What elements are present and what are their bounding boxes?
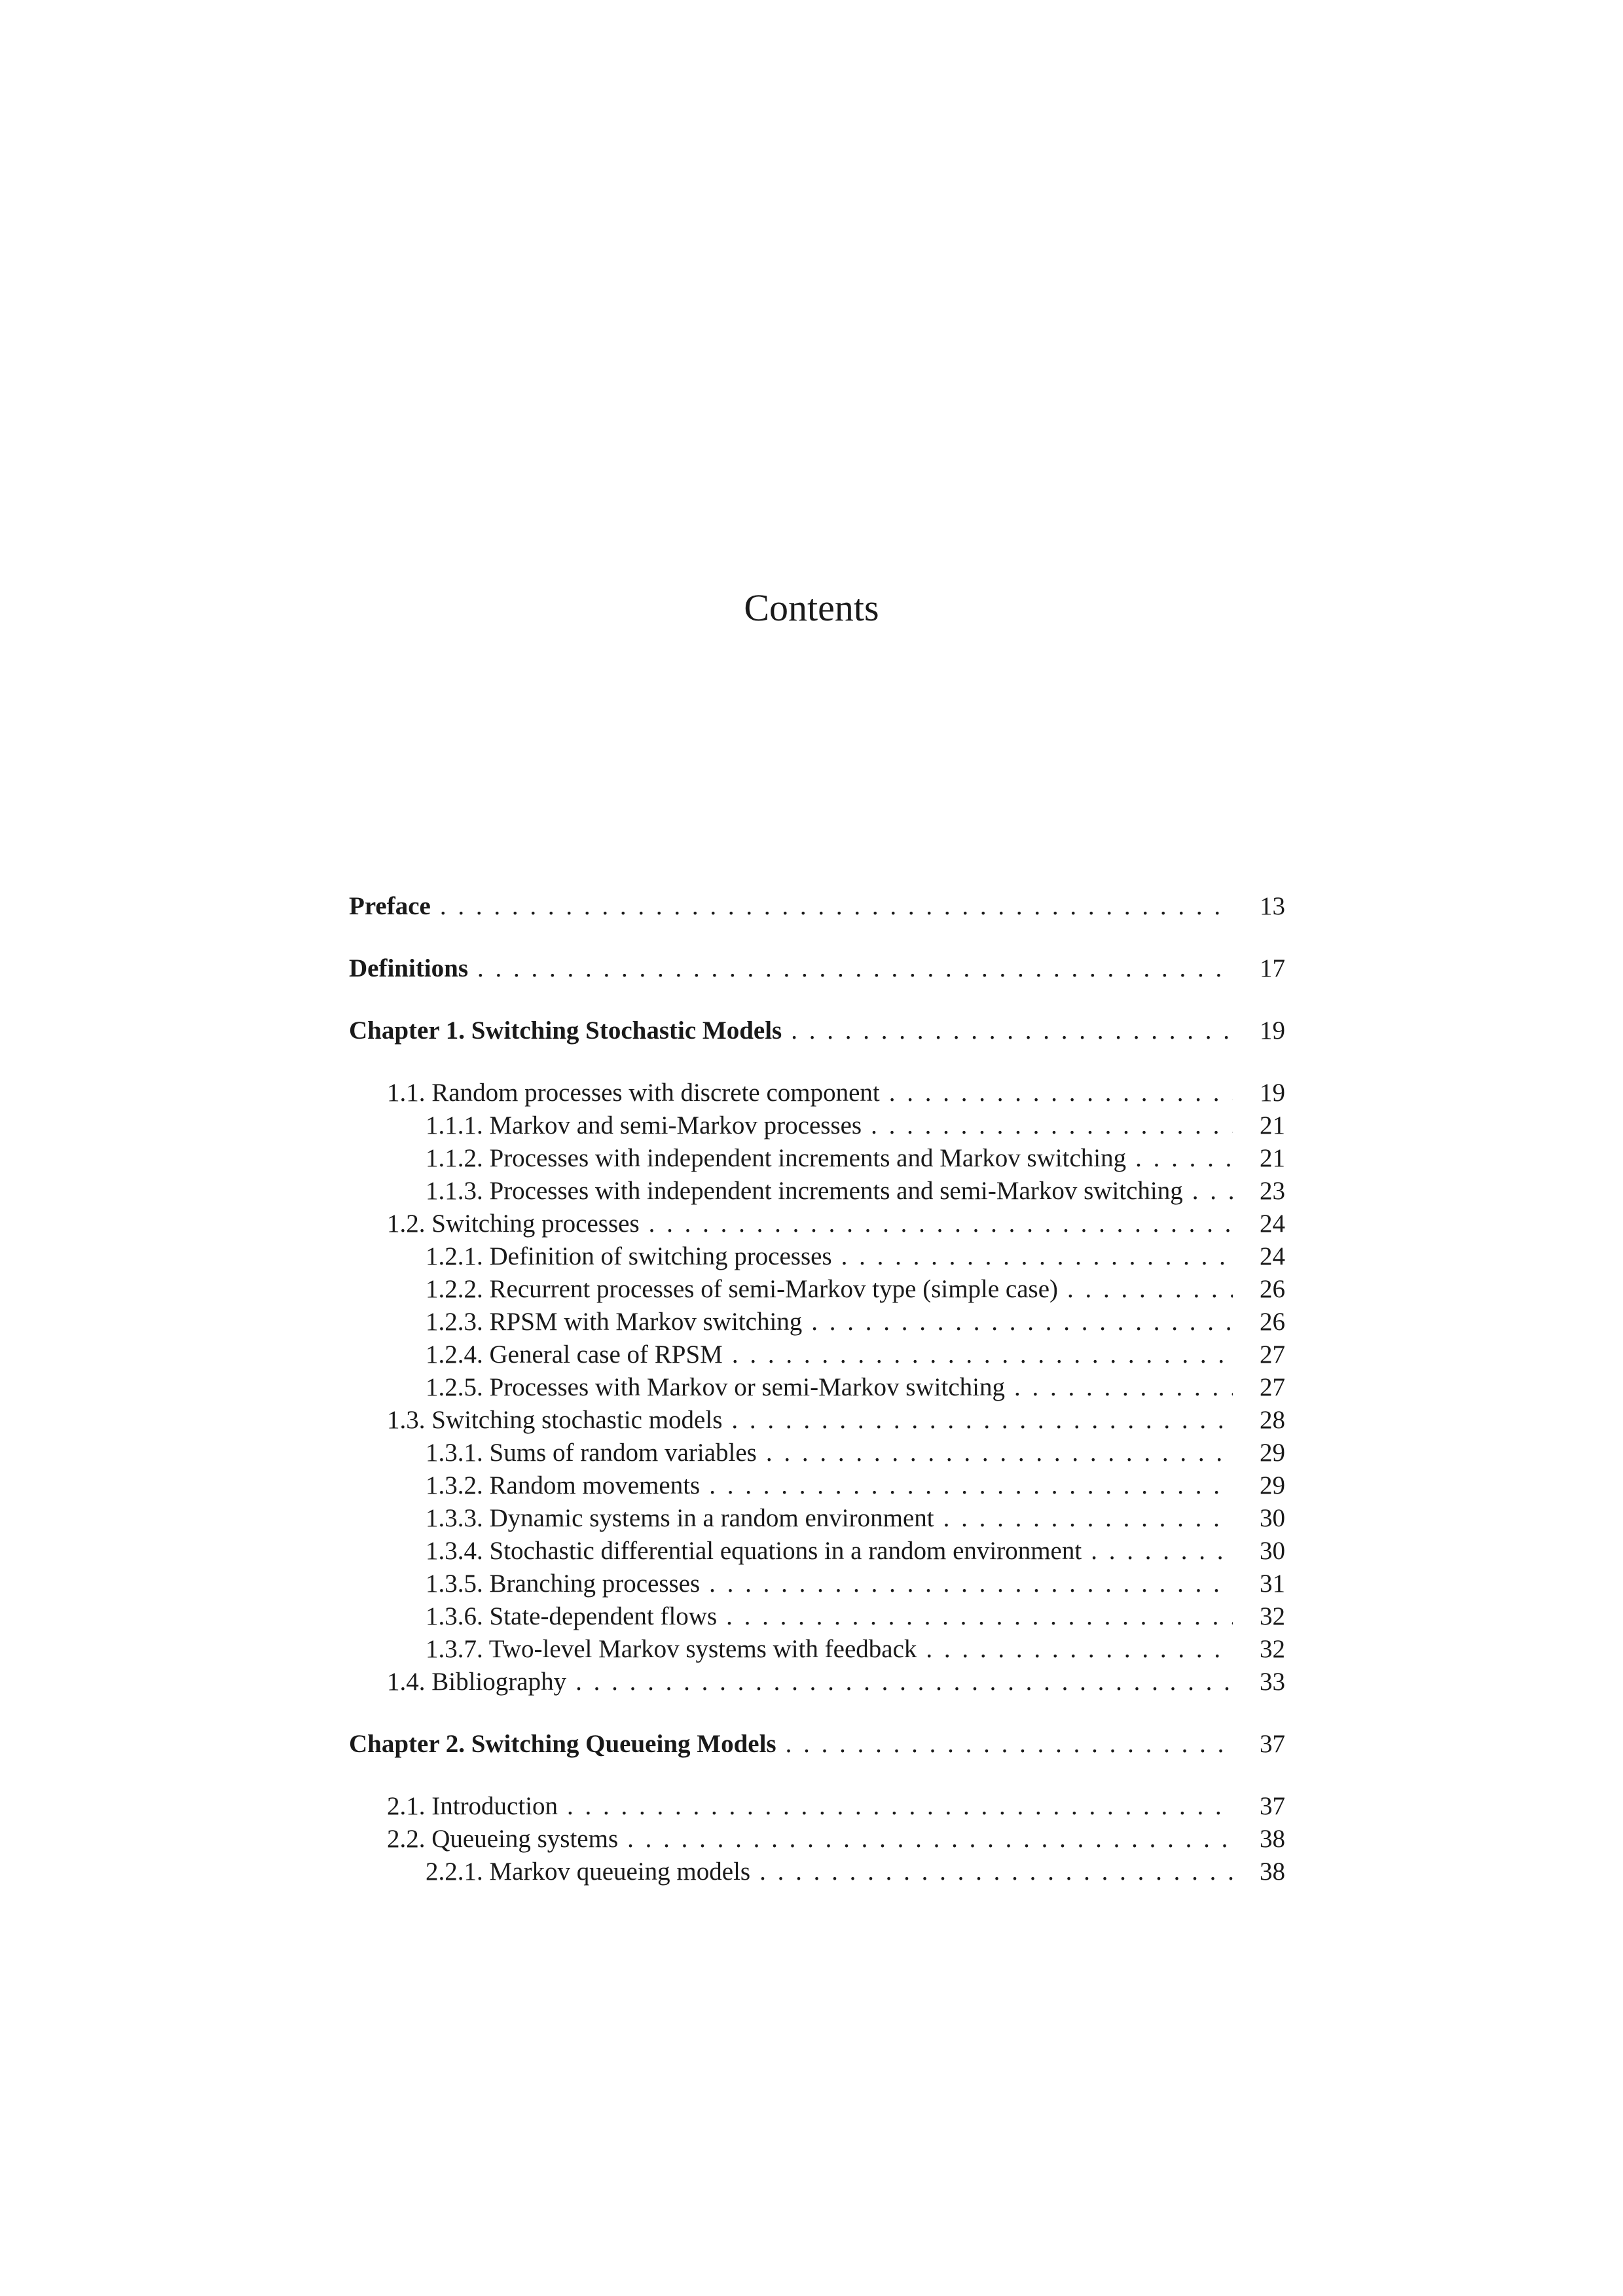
toc-entry-title: 1.2.2. Recurrent processes of semi-Markov type (simple case) bbox=[426, 1275, 1059, 1303]
toc-entry-title: 1.1.1. Markov and semi-Markov processes bbox=[426, 1111, 862, 1139]
toc-page-number: 27 bbox=[1260, 1373, 1285, 1401]
toc-entry-title: 1.4. Bibliography bbox=[387, 1668, 567, 1696]
toc-entry-title: 2.2. Queueing systems bbox=[387, 1825, 619, 1853]
toc-page-number: 26 bbox=[1260, 1308, 1285, 1336]
toc-entry-title: 1.3.1. Sums of random variables bbox=[426, 1439, 757, 1467]
page-title: Contents bbox=[744, 586, 879, 629]
toc-page-number: 17 bbox=[1260, 954, 1285, 982]
toc-dot-leader bbox=[731, 1404, 1233, 1437]
toc-chapter-entry[interactable] bbox=[349, 1728, 1285, 1761]
toc-entry-title: 2.2.1. Markov queueing models bbox=[426, 1857, 751, 1886]
toc-entry-title: 1.1. Random processes with discrete component bbox=[387, 1079, 880, 1107]
toc-subsection-entry[interactable] bbox=[349, 1175, 1285, 1208]
toc-subsection-entry[interactable] bbox=[349, 1535, 1285, 1568]
toc-chapter-entry[interactable] bbox=[349, 890, 1285, 923]
toc-page-number: 21 bbox=[1260, 1144, 1285, 1172]
toc-dot-leader bbox=[726, 1600, 1233, 1633]
toc-dot-leader bbox=[1192, 1175, 1233, 1208]
toc-page-number: 37 bbox=[1260, 1792, 1285, 1820]
toc-page-number: 37 bbox=[1260, 1730, 1285, 1758]
toc-entry-title: 1.3.2. Random movements bbox=[426, 1471, 701, 1499]
toc-page-number: 24 bbox=[1260, 1242, 1285, 1270]
toc-dot-leader bbox=[759, 1856, 1233, 1888]
toc-dot-leader bbox=[841, 1240, 1233, 1273]
toc-dot-leader bbox=[709, 1469, 1233, 1502]
toc-section-entry[interactable] bbox=[349, 1077, 1285, 1109]
toc-subsection-entry[interactable] bbox=[349, 1240, 1285, 1273]
toc-dot-leader bbox=[943, 1502, 1233, 1535]
toc-dot-leader bbox=[575, 1666, 1233, 1698]
toc-subsection-entry[interactable] bbox=[349, 1142, 1285, 1175]
toc-entry-title: Definitions bbox=[349, 954, 469, 982]
toc-dot-leader bbox=[627, 1823, 1233, 1856]
toc-entry-title: 1.2.5. Processes with Markov or semi-Markov switching bbox=[426, 1373, 1005, 1401]
toc-subsection-entry[interactable] bbox=[349, 1109, 1285, 1142]
toc-dot-leader bbox=[791, 1014, 1233, 1047]
toc-subsection-entry[interactable] bbox=[349, 1600, 1285, 1633]
toc-subsection-entry[interactable] bbox=[349, 1568, 1285, 1600]
toc-page-number: 38 bbox=[1260, 1857, 1285, 1886]
toc-section-entry[interactable] bbox=[349, 1404, 1285, 1437]
toc-page-number: 33 bbox=[1260, 1668, 1285, 1696]
toc-dot-leader bbox=[871, 1109, 1233, 1142]
toc-entry-title: 1.1.3. Processes with independent increments and semi-Markov switching bbox=[426, 1177, 1183, 1205]
toc-dot-leader bbox=[440, 890, 1233, 923]
toc-entry-title: 1.1.2. Processes with independent increments and Markov switching bbox=[426, 1144, 1127, 1172]
toc-entry-title: 1.3.6. State-dependent flows bbox=[426, 1602, 718, 1630]
toc-subsection-entry[interactable] bbox=[349, 1633, 1285, 1666]
toc-page-number: 21 bbox=[1260, 1111, 1285, 1139]
toc-entry-title: 1.3. Switching stochastic models bbox=[387, 1406, 723, 1434]
toc-page-number: 29 bbox=[1260, 1471, 1285, 1499]
toc-dot-leader bbox=[926, 1633, 1233, 1666]
toc-chapter-entry[interactable] bbox=[349, 952, 1285, 985]
toc-entry-title: Preface bbox=[349, 892, 431, 920]
toc-page-number: 30 bbox=[1260, 1537, 1285, 1565]
toc-entry-title: 1.3.4. Stochastic differential equations in a random environment bbox=[426, 1537, 1082, 1565]
toc-subsection-entry[interactable] bbox=[349, 1437, 1285, 1469]
toc-dot-leader bbox=[811, 1306, 1233, 1338]
toc-dot-leader bbox=[709, 1568, 1233, 1600]
toc-section-entry[interactable] bbox=[349, 1208, 1285, 1240]
toc-page-number: 30 bbox=[1260, 1504, 1285, 1532]
toc-page-number: 32 bbox=[1260, 1635, 1285, 1663]
toc-subsection-entry[interactable] bbox=[349, 1502, 1285, 1535]
toc-page-number: 19 bbox=[1260, 1079, 1285, 1107]
toc-dot-leader bbox=[1014, 1371, 1233, 1404]
toc-dot-leader bbox=[1091, 1535, 1233, 1568]
toc-subsection-entry[interactable] bbox=[349, 1371, 1285, 1404]
toc-subsection-entry[interactable] bbox=[349, 1273, 1285, 1306]
toc-entry-title: 1.2.4. General case of RPSM bbox=[426, 1340, 723, 1369]
table-of-contents bbox=[349, 890, 1285, 1888]
toc-page-number: 26 bbox=[1260, 1275, 1285, 1303]
toc-subsection-entry[interactable] bbox=[349, 1306, 1285, 1338]
toc-page-number: 29 bbox=[1260, 1439, 1285, 1467]
toc-page-number: 23 bbox=[1260, 1177, 1285, 1205]
toc-subsection-entry[interactable] bbox=[349, 1469, 1285, 1502]
toc-dot-leader bbox=[786, 1728, 1233, 1761]
toc-entry-title: 1.2. Switching processes bbox=[387, 1210, 640, 1238]
toc-entry-title: 1.2.1. Definition of switching processes bbox=[426, 1242, 832, 1270]
toc-page-number: 13 bbox=[1260, 892, 1285, 920]
toc-dot-leader bbox=[649, 1208, 1233, 1240]
toc-dot-leader bbox=[1135, 1142, 1233, 1175]
toc-chapter-entry[interactable] bbox=[349, 1014, 1285, 1047]
toc-dot-leader bbox=[889, 1077, 1233, 1109]
toc-dot-leader bbox=[567, 1790, 1233, 1823]
toc-section-entry[interactable] bbox=[349, 1666, 1285, 1698]
toc-section-entry[interactable] bbox=[349, 1823, 1285, 1856]
toc-entry-title: 1.3.3. Dynamic systems in a random environment bbox=[426, 1504, 934, 1532]
toc-dot-leader bbox=[732, 1338, 1233, 1371]
toc-page-number: 31 bbox=[1260, 1570, 1285, 1598]
toc-dot-leader bbox=[477, 952, 1233, 985]
toc-entry-title: Chapter 2. Switching Queueing Models bbox=[349, 1730, 776, 1758]
toc-page-number: 27 bbox=[1260, 1340, 1285, 1369]
toc-page-number: 38 bbox=[1260, 1825, 1285, 1853]
toc-page-number: 19 bbox=[1260, 1016, 1285, 1045]
toc-entry-title: 1.2.3. RPSM with Markov switching bbox=[426, 1308, 803, 1336]
toc-entry-title: 2.1. Introduction bbox=[387, 1792, 558, 1820]
toc-page-number: 24 bbox=[1260, 1210, 1285, 1238]
toc-entry-title: Chapter 1. Switching Stochastic Models bbox=[349, 1016, 782, 1045]
toc-page-number: 32 bbox=[1260, 1602, 1285, 1630]
toc-dot-leader bbox=[1067, 1273, 1233, 1306]
toc-subsection-entry[interactable] bbox=[349, 1856, 1285, 1888]
toc-section-entry[interactable] bbox=[349, 1790, 1285, 1823]
toc-entry-title: 1.3.5. Branching processes bbox=[426, 1570, 701, 1598]
toc-entry-title: 1.3.7. Two-level Markov systems with feedback bbox=[426, 1635, 917, 1663]
toc-page-number: 28 bbox=[1260, 1406, 1285, 1434]
toc-dot-leader bbox=[766, 1437, 1233, 1469]
toc-subsection-entry[interactable] bbox=[349, 1338, 1285, 1371]
